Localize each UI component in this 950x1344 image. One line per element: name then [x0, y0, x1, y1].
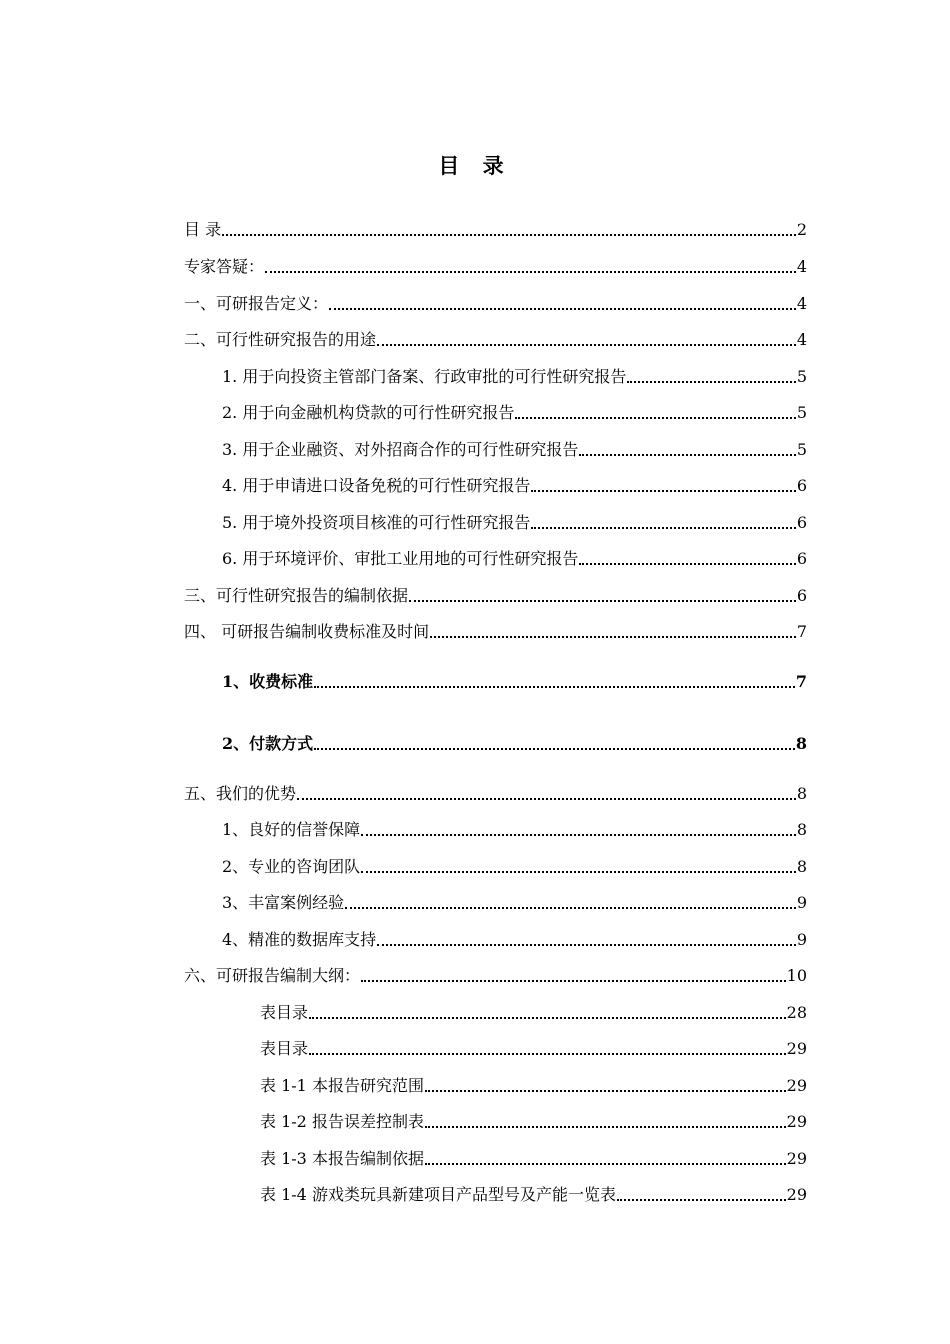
toc-entry-label: 专家答疑： — [184, 257, 265, 276]
toc-entry[interactable] — [260, 1108, 807, 1132]
toc-entry[interactable] — [222, 889, 807, 913]
toc-entry-label: 1. 用于向投资主管部门备案、行政审批的可行性研究报告 — [222, 367, 627, 386]
dot-leader — [329, 308, 796, 310]
toc-entry[interactable] — [260, 1145, 807, 1169]
toc-entry[interactable] — [260, 1035, 807, 1059]
page-title: 目 录 — [438, 154, 512, 178]
toc-entry-label: 2、专业的咨询团队 — [222, 857, 361, 876]
toc-entry[interactable] — [184, 618, 807, 642]
dot-leader — [361, 871, 796, 873]
toc-entry-page-number: 7 — [795, 672, 807, 691]
toc-entry-page-number: 6 — [796, 476, 807, 495]
toc-entry[interactable] — [222, 363, 807, 387]
toc-entry-page-number: 8 — [795, 734, 807, 753]
dot-leader — [297, 798, 796, 800]
dot-leader — [309, 1053, 786, 1055]
toc-entry[interactable] — [222, 668, 807, 692]
dot-leader — [531, 490, 795, 492]
toc-entry-label: 3. 用于企业融资、对外招商合作的可行性研究报告 — [222, 440, 579, 459]
toc-entry-page-number: 10 — [786, 966, 807, 985]
dot-leader — [222, 234, 796, 236]
toc-entry-page-number: 5 — [796, 367, 807, 386]
toc-entry-label: 4. 用于申请进口设备免税的可行性研究报告 — [222, 476, 531, 495]
toc-entry[interactable] — [222, 926, 807, 950]
toc-entry-page-number: 4 — [796, 294, 807, 313]
toc-entry[interactable] — [184, 962, 807, 986]
dot-leader — [345, 907, 796, 909]
dot-leader — [265, 271, 796, 273]
dot-leader — [579, 454, 795, 456]
toc-entry-label: 六、可研报告编制大纲： — [184, 966, 361, 985]
dot-leader — [314, 686, 795, 688]
toc-entry-page-number: 29 — [786, 1112, 807, 1131]
toc-entry[interactable] — [222, 436, 807, 460]
toc-entry-page-number: 5 — [796, 403, 807, 422]
toc-entry-page-number: 8 — [796, 857, 807, 876]
toc-entry-page-number: 5 — [796, 440, 807, 459]
toc-entry-label: 表 1-1 本报告研究范围 — [260, 1076, 424, 1095]
toc-entry-page-number: 2 — [796, 220, 807, 239]
toc-entry[interactable] — [222, 472, 807, 496]
toc-entry-page-number: 8 — [796, 820, 807, 839]
dot-leader — [361, 834, 796, 836]
dot-leader — [430, 636, 796, 638]
toc-entry-label: 4、精准的数据库支持 — [222, 930, 377, 949]
toc-entry-page-number: 29 — [786, 1149, 807, 1168]
toc-entry[interactable] — [222, 853, 807, 877]
toc-entry-label: 表目录 — [260, 1039, 309, 1058]
dot-leader — [515, 417, 795, 419]
dot-leader — [314, 748, 795, 750]
toc-entry[interactable] — [222, 730, 807, 754]
toc-entry[interactable] — [184, 582, 807, 606]
toc-entry-page-number: 6 — [796, 549, 807, 568]
toc-entry-label: 5. 用于境外投资项目核准的可行性研究报告 — [222, 513, 531, 532]
toc-entry-page-number: 29 — [786, 1039, 807, 1058]
toc-entry-label: 2、付款方式 — [222, 734, 314, 753]
toc-entry-label: 目 录 — [184, 220, 222, 239]
dot-leader — [617, 1199, 786, 1201]
dot-leader — [425, 1163, 786, 1165]
toc-entry-label: 6. 用于环境评价、审批工业用地的可行性研究报告 — [222, 549, 579, 568]
toc-entry-page-number: 28 — [786, 1003, 807, 1022]
toc-entry-page-number: 4 — [796, 257, 807, 276]
dot-leader — [579, 563, 795, 565]
toc-entry[interactable] — [260, 999, 807, 1023]
toc-entry-page-number: 6 — [796, 586, 807, 605]
toc-entry-label: 五、我们的优势 — [184, 784, 297, 803]
toc-entry[interactable] — [222, 399, 807, 423]
toc-entry-label: 表 1-3 本报告编制依据 — [260, 1149, 424, 1168]
toc-entry[interactable] — [184, 290, 807, 314]
toc-entry-label: 3、丰富案例经验 — [222, 893, 345, 912]
toc-entry[interactable] — [184, 326, 807, 350]
toc-entry-page-number: 4 — [796, 330, 807, 349]
toc-entry[interactable] — [260, 1181, 807, 1205]
toc-entry-page-number: 29 — [786, 1185, 807, 1204]
toc-entry-label: 一、可研报告定义： — [184, 294, 329, 313]
toc-entry-label: 二、可行性研究报告的用途 — [184, 330, 377, 349]
dot-leader — [425, 1126, 786, 1128]
toc-entry[interactable] — [260, 1072, 807, 1096]
toc-entry[interactable] — [184, 216, 807, 240]
toc-entry[interactable] — [184, 780, 807, 804]
dot-leader — [377, 944, 796, 946]
dot-leader — [377, 344, 796, 346]
toc-entry-label: 表目录 — [260, 1003, 309, 1022]
dot-leader — [531, 527, 795, 529]
toc-entry-label: 表 1-4 游戏类玩具新建项目产品型号及产能一览表 — [260, 1185, 616, 1204]
toc-entry-label: 表 1-2 报告误差控制表 — [260, 1112, 424, 1131]
toc-entry-page-number: 29 — [786, 1076, 807, 1095]
toc-entry-label: 1、良好的信誉保障 — [222, 820, 361, 839]
toc-entry[interactable] — [222, 816, 807, 840]
toc-entry-label: 三、可行性研究报告的编制依据 — [184, 586, 409, 605]
dot-leader — [627, 381, 795, 383]
dot-leader — [361, 980, 786, 982]
toc-entry[interactable] — [184, 253, 807, 277]
toc-entry[interactable] — [222, 545, 807, 569]
toc-entry-page-number: 6 — [796, 513, 807, 532]
toc-entry-label: 四、 可研报告编制收费标准及时间 — [184, 622, 430, 641]
dot-leader — [409, 600, 796, 602]
dot-leader — [425, 1090, 786, 1092]
toc-entry-label: 2. 用于向金融机构贷款的可行性研究报告 — [222, 403, 515, 422]
toc-entry-page-number: 9 — [796, 893, 807, 912]
dot-leader — [309, 1017, 786, 1019]
toc-entry[interactable] — [222, 509, 807, 533]
toc-entry-label: 1、收费标准 — [222, 672, 314, 691]
toc-entry-page-number: 7 — [796, 622, 807, 641]
toc-entry-page-number: 8 — [796, 784, 807, 803]
toc-entry-page-number: 9 — [796, 930, 807, 949]
